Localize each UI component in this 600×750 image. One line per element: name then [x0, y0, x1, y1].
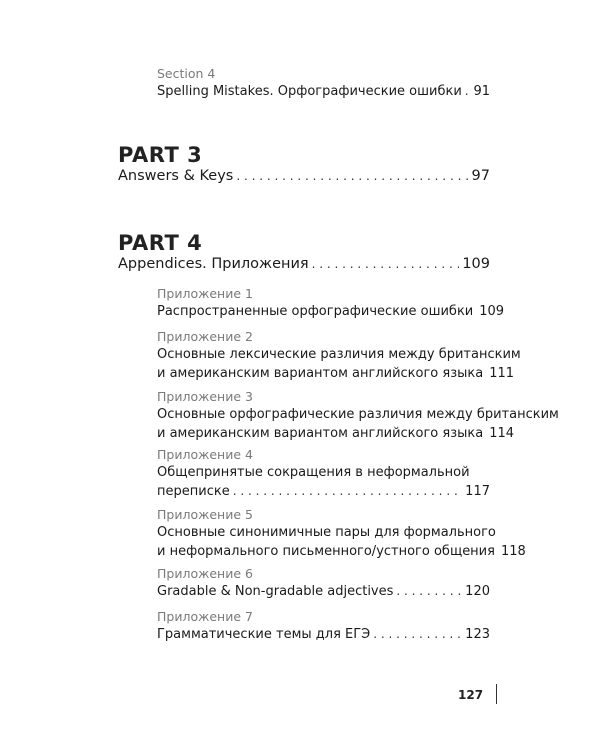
toc-entry-part-4 [118, 254, 490, 274]
page-number: 123 [465, 627, 490, 642]
page-number: 118 [500, 544, 526, 559]
part-4-heading: PART 4 [118, 231, 203, 255]
toc-entry-appendix-5 [157, 507, 526, 561]
entry-title: Gradable & Non-gradable adjectives [157, 584, 394, 599]
entry-title: Spelling Mistakes. Орфографические ошибки [157, 84, 462, 99]
appendix-label: Приложение 2 [157, 329, 253, 344]
page-number: 114 [489, 426, 515, 441]
toc-entry-appendix-6 [157, 566, 490, 601]
toc-line [157, 482, 490, 501]
page-number: 97 [471, 168, 490, 184]
toc-entry-appendix-2 [157, 329, 521, 383]
entry-title: Грамматические темы для ЕГЭ [157, 627, 371, 642]
toc-line [157, 625, 490, 644]
toc-line [118, 254, 490, 274]
entry-title-line-2: и неформального письменного/устного общения [157, 544, 495, 559]
appendix-label: Приложение 5 [157, 507, 253, 522]
appendix-label: Приложение 6 [157, 566, 253, 581]
toc-line [157, 302, 505, 321]
toc-line [157, 364, 515, 383]
page-number: 109 [479, 304, 505, 319]
toc-line [118, 166, 490, 186]
toc-line [157, 582, 490, 601]
part-3-heading: PART 3 [118, 143, 203, 167]
toc-entry-appendix-4 [157, 447, 490, 501]
page-number: 117 [465, 484, 490, 499]
toc-line [157, 424, 515, 443]
entry-title: Appendices. Приложения [118, 256, 309, 272]
appendix-label: Приложение 3 [157, 389, 253, 404]
entry-title-line-2: и американским вариантом английского языка [157, 366, 484, 381]
dot-leader [236, 166, 468, 186]
entry-title-line-2: и американским вариантом английского языка [157, 426, 484, 441]
page-number: 109 [462, 256, 490, 272]
dot-leader [312, 254, 460, 274]
toc-entry-appendix-1 [157, 286, 505, 321]
appendix-label: Приложение 1 [157, 286, 253, 301]
dot-leader [396, 582, 462, 601]
toc-entry-appendix-3 [157, 389, 559, 443]
toc-entry-part-3 [118, 166, 490, 186]
toc-line [157, 82, 490, 101]
entry-title-line-2: переписке [157, 484, 230, 499]
dot-leader [465, 82, 471, 101]
dot-leader [233, 482, 462, 501]
entry-title-line-1: Основные орфографические различия между британским [157, 407, 559, 422]
entry-title-line-1: Основные синонимичные пары для формального [157, 525, 496, 540]
entry-title: Распространенные орфографические ошибки [157, 304, 474, 319]
toc-entry-section-4 [157, 66, 490, 101]
page-number: 120 [465, 584, 490, 599]
folio-divider [496, 684, 497, 704]
page-number: 111 [489, 366, 515, 381]
entry-title-line-1: Общепринятые сокращения в неформальной [157, 465, 470, 480]
toc-line [157, 542, 526, 561]
page-number: 91 [473, 84, 490, 99]
section-label: Section 4 [157, 66, 216, 81]
appendix-label: Приложение 7 [157, 609, 253, 624]
appendix-label: Приложение 4 [157, 447, 253, 462]
entry-title: Answers & Keys [118, 168, 234, 184]
toc-entry-appendix-7 [157, 609, 490, 644]
entry-title-line-1: Основные лексические различия между британским [157, 347, 521, 362]
dot-leader [373, 625, 462, 644]
page-folio: 127 [458, 688, 484, 702]
